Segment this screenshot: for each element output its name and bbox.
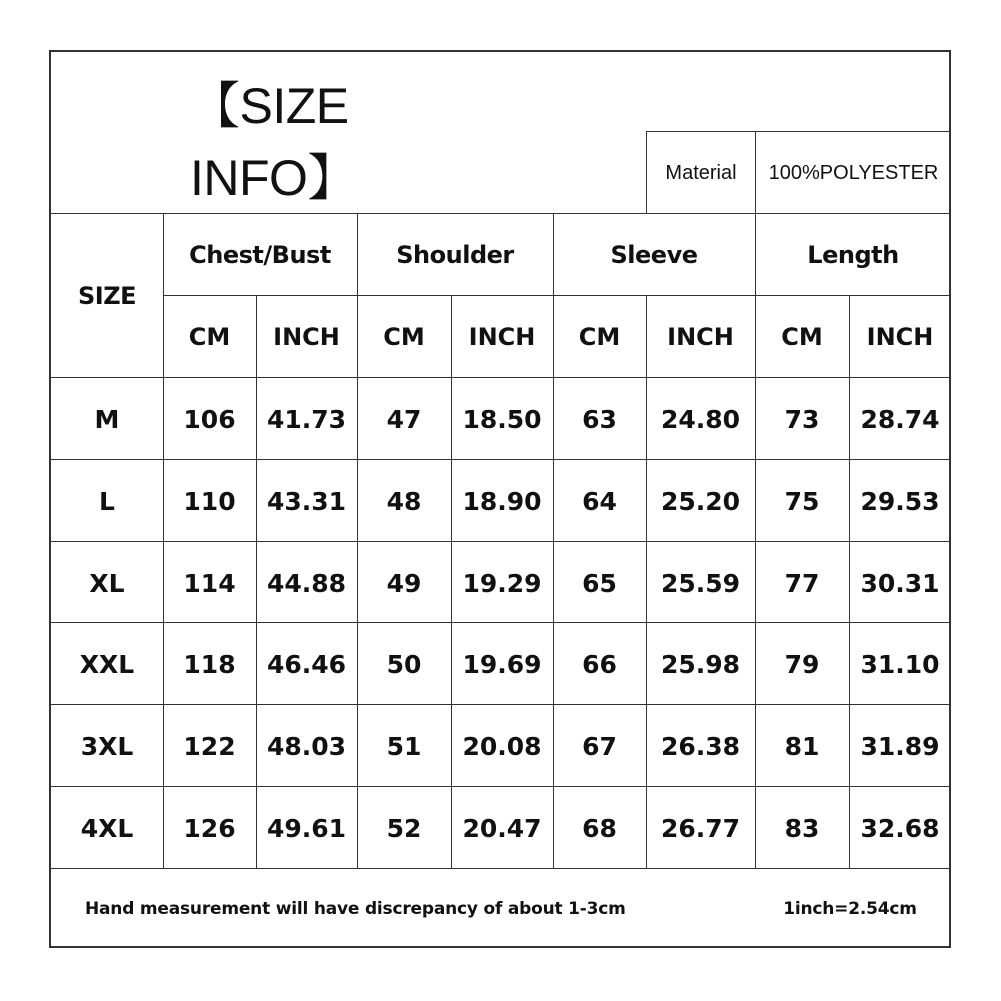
size-column-header: SIZE (77, 282, 136, 310)
value-cell: 19.29 (462, 568, 542, 598)
size-cell: M (94, 404, 120, 434)
value-cell: 31.89 (860, 731, 940, 761)
value-cell: 122 (183, 731, 236, 761)
value-cell: 26.77 (660, 813, 741, 843)
value-cell: 25.98 (660, 649, 741, 679)
unit-header: CM (781, 323, 823, 351)
inch-conversion: 1inch=2.54cm (783, 899, 917, 919)
size-cell: 3XL (80, 731, 134, 761)
value-cell: 25.20 (660, 486, 741, 516)
value-cell: 29.53 (860, 486, 940, 516)
value-cell: 110 (183, 486, 236, 516)
value-cell: 118 (183, 649, 236, 679)
value-cell: 28.74 (860, 404, 940, 434)
unit-header: INCH (866, 323, 934, 351)
value-cell: 77 (784, 568, 820, 598)
value-cell: 18.50 (462, 404, 542, 434)
value-cell: 65 (582, 568, 617, 598)
value-cell: 51 (386, 731, 422, 761)
size-cell: L (99, 486, 115, 516)
value-cell: 19.69 (462, 649, 542, 679)
value-cell: 81 (784, 731, 820, 761)
value-cell: 49 (386, 568, 422, 598)
value-cell: 106 (183, 404, 236, 434)
value-cell: 48.03 (266, 731, 347, 761)
value-cell: 47 (386, 404, 422, 434)
value-cell: 83 (784, 813, 820, 843)
group-header-shoulder: Shoulder (396, 241, 514, 269)
value-cell: 30.31 (860, 568, 940, 598)
chart-title: 【SIZE INFO】 (190, 77, 357, 206)
unit-header: CM (578, 323, 621, 351)
value-cell: 79 (784, 649, 820, 679)
value-cell: 25.59 (660, 568, 741, 598)
value-cell: 126 (183, 813, 236, 843)
value-cell: 75 (784, 486, 820, 516)
group-header-sleeve: Sleeve (610, 241, 698, 269)
value-cell: 66 (582, 649, 617, 679)
group-header-length: Length (807, 241, 899, 269)
size-cell: XXL (79, 649, 135, 679)
measurement-note: Hand measurement will have discrepancy of about 1-3cm (85, 899, 626, 919)
unit-header: INCH (667, 323, 734, 351)
value-cell: 63 (582, 404, 617, 434)
unit-header: INCH (468, 323, 536, 351)
value-cell: 20.08 (462, 731, 542, 761)
group-header-chest: Chest/Bust (189, 241, 331, 269)
value-cell: 41.73 (266, 404, 347, 434)
value-cell: 20.47 (462, 813, 542, 843)
unit-header: CM (383, 323, 425, 351)
value-cell: 114 (183, 568, 236, 598)
unit-header: CM (188, 323, 231, 351)
value-cell: 32.68 (860, 813, 940, 843)
value-cell: 50 (386, 649, 422, 679)
value-cell: 26.38 (660, 731, 741, 761)
value-cell: 46.46 (266, 649, 347, 679)
value-cell: 68 (582, 813, 617, 843)
value-cell: 67 (582, 731, 617, 761)
size-cell: 4XL (80, 813, 134, 843)
unit-header: INCH (273, 323, 340, 351)
value-cell: 73 (784, 404, 820, 434)
value-cell: 43.31 (266, 486, 347, 516)
value-cell: 44.88 (266, 568, 347, 598)
value-cell: 18.90 (462, 486, 542, 516)
value-cell: 52 (386, 813, 422, 843)
value-cell: 24.80 (660, 404, 741, 434)
size-cell: XL (89, 568, 125, 598)
material-value: 100%POLYESTER (768, 162, 939, 184)
value-cell: 49.61 (266, 813, 347, 843)
value-cell: 48 (386, 486, 422, 516)
value-cell: 64 (582, 486, 617, 516)
material-label: Material (665, 162, 737, 184)
value-cell: 31.10 (860, 649, 940, 679)
